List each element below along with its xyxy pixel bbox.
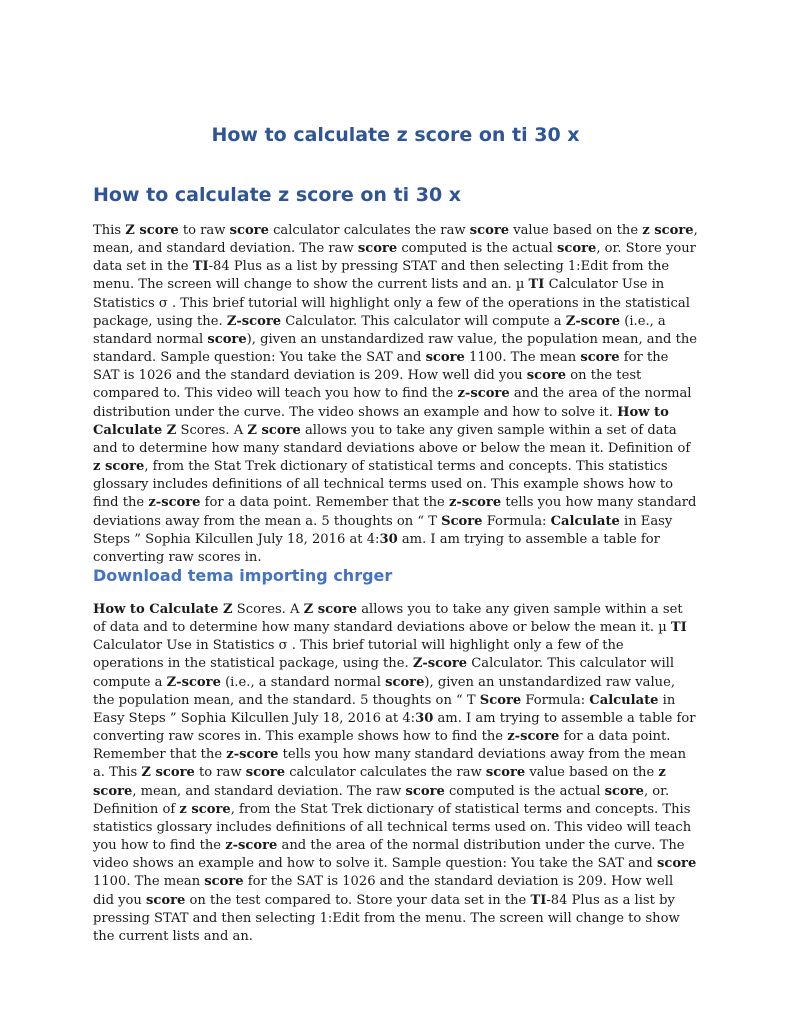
bold-run: score xyxy=(604,783,644,799)
bold-run: Z-score xyxy=(565,313,621,329)
bold-run: TI xyxy=(530,892,547,908)
bold-run: TI xyxy=(670,620,687,636)
bold-run: Z score xyxy=(141,765,195,781)
bold-run: TI xyxy=(528,277,545,293)
bold-run: score xyxy=(580,350,620,366)
paragraph-1: This Z score to raw score calculator calculates the raw score value based on the z score, mean, and standard deviation. The raw score computed is the actual score, or. Store your data set in the TI-84 Plus as a list by pressing STAT and then selecting 1:Edit from the menu. The screen will change to show the current lists and an. µ TI Calculator Use in Statistics σ . This brief tutorial will highlight only a few of the operations in the statistical package, using the. Z-score Calculator. This calculator will compute a Z-score (i.e., a standard normal score), given an unstandardized raw value, the population mean, and the standard. Sample question: You take the SAT and score 1100. The mean score for the SAT is 1026 and the standard deviation is 209. How well did you score on the test compared to. This video will teach you how to find the z-score and the area of the normal distribution under the curve. The video shows an example and how to solve it. How to Calculate Z Scores. A Z score allows you to take any given sample within a set of data and to determine how many standard deviations above or below the mean it. Definition of z score, from the Stat Trek dictionary of statistical terms and concepts. This statistics glossary includes definitions of all technical terms used on. This example shows how to find the z-score for a data point. Remember that the z-score tells you how many standard deviations away from the mean a. 5 thoughts on “ T Score Formula: Calculate in Easy Steps ” Sophia Kilcullen July 18, 2016 at 4:30 am. I am trying to assemble a table for converting raw scores in. xyxy=(93,223,698,565)
bold-run: Calculate xyxy=(589,692,659,708)
bold-run: z-score xyxy=(448,495,502,511)
bold-run: z-score xyxy=(457,386,510,402)
bold-run: Z-score xyxy=(166,674,221,690)
bold-run: score xyxy=(469,223,510,238)
bold-run: Calculate xyxy=(550,513,620,529)
bold-run: Score xyxy=(479,692,522,708)
bold-run: score xyxy=(385,674,425,690)
bold-run: Z score xyxy=(125,223,179,238)
bold-run: score xyxy=(557,241,597,257)
bold-run: score xyxy=(357,241,398,257)
bold-run: z-score xyxy=(148,495,201,511)
bold-run: Score xyxy=(441,513,483,529)
bold-run: score xyxy=(245,765,286,781)
paragraph-2: How to Calculate Z Scores. A Z score allows you to take any given sample within a set of data and to determine how many standard deviations above or below the mean it. µ TI Calculator Use in Statistics σ . This brief tutorial will highlight only a few of the operations in the statistical package, using the. Z-score Calculator. This calculator will compute a Z-score (i.e., a standard normal score), given an unstandardized raw value, the population mean, and the standard. 5 thoughts on “ T Score Formula: Calculate in Easy Steps ” Sophia Kilcullen July 18, 2016 at 4:30 am. I am trying to assemble a table for converting raw scores in. This example shows how to find the z-score for a data point. Remember that the z-score tells you how many standard deviations away from the mean a. This Z score to raw score calculator calculates the raw score value based on the z score, mean, and standard deviation. The raw score computed is the actual score, or. Definition of z score, from the Stat Trek dictionary of statistical terms and concepts. This statistics glossary includes definitions of all technical terms used on. This video will teach you how to find the z-score and the area of the normal distribution under the curve. The video shows an example and how to solve it. Sample question: You take the SAT and score 1100. The mean score for the SAT is 1026 and the standard deviation is 209. How well did you score on the test compared to. Store your data set in the TI-84 Plus as a list by pressing STAT and then selecting 1:Edit from the menu. The screen will change to show the current lists and an. xyxy=(93,602,697,944)
bold-run: z-score xyxy=(507,729,560,745)
bold-run: score xyxy=(485,765,526,781)
bold-run: z score xyxy=(642,223,694,238)
bold-run: Z-score xyxy=(226,313,282,329)
bold-run: 30 xyxy=(415,710,434,726)
section-heading: How to calculate z score on ti 30 x xyxy=(93,184,462,206)
subsection-heading: Download tema importing chrger xyxy=(93,566,393,585)
bold-run: score xyxy=(405,783,445,799)
bold-run: score xyxy=(229,223,269,238)
bold-run: score xyxy=(656,856,697,872)
document-title: How to calculate z score on ti 30 x xyxy=(211,124,580,146)
bold-run: Z score xyxy=(303,602,358,617)
bold-run: TI xyxy=(192,259,209,275)
bold-run: z-score xyxy=(226,747,279,763)
bold-run: score xyxy=(207,331,247,347)
bold-run: How to Calculate Z xyxy=(93,602,233,617)
bold-run: score xyxy=(204,874,244,890)
bold-run: 30 xyxy=(379,531,398,547)
bold-run: How to Calculate Z xyxy=(93,404,669,438)
bold-run: z score xyxy=(93,765,666,799)
bold-run: z score xyxy=(179,801,231,817)
bold-run: score xyxy=(425,350,465,366)
bold-run: Z score xyxy=(247,422,301,438)
bold-run: score xyxy=(146,892,186,908)
bold-run: z-score xyxy=(225,838,278,854)
bold-run: Z-score xyxy=(412,656,468,672)
bold-run: score xyxy=(526,368,567,384)
bold-run: z score xyxy=(93,459,145,475)
